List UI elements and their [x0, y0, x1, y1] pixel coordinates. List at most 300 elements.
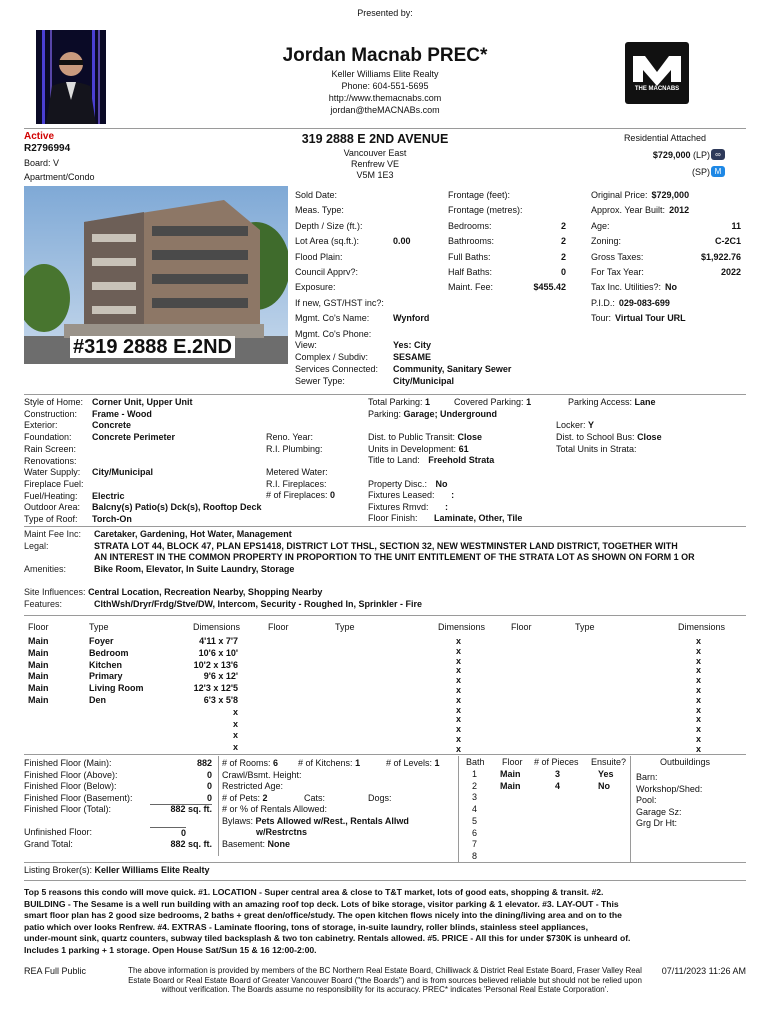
detail-label: Type of Roof: [24, 514, 78, 524]
detail-label: Foundation: [24, 432, 72, 443]
amenities [24, 564, 294, 576]
room-type: Kitchen [89, 659, 123, 670]
detail-value: 0 [560, 267, 566, 277]
divider [218, 756, 219, 856]
area: Renfrew VE [350, 159, 400, 169]
detail-label: Lot Area (sq.ft.): [295, 236, 360, 247]
title-label: Title to Land: [368, 455, 420, 465]
room-type: Foyer [89, 636, 114, 646]
detail-value: 2022 [720, 267, 741, 277]
detail-row [24, 758, 212, 770]
units-strata: Total Units in Strata: [556, 443, 637, 454]
ri-plumbing: R.I. Plumbing: [266, 443, 323, 454]
detail-row [591, 221, 741, 233]
amenities-label: Amenities: [24, 564, 67, 574]
address-details [260, 148, 490, 181]
detail-value: No [665, 282, 678, 293]
num-levels-label: # of Levels: [386, 758, 433, 768]
rooms-header-dim-3: Dimensions [678, 622, 726, 632]
detail-value: $729,000 [651, 190, 690, 200]
detail-row [448, 282, 566, 294]
brokerage-name: Keller Williams Elite Realty [331, 69, 439, 79]
detail-row [24, 420, 131, 432]
postal-code: V5M 1E3 [356, 170, 394, 180]
detail-value: Community, Sanitary Sewer [393, 364, 512, 374]
detail-value: 882 sq. ft. [170, 804, 212, 814]
locker-value: Y [588, 420, 595, 430]
room-dimensions: x [456, 734, 462, 744]
city: Vancouver East [343, 148, 407, 158]
detail-row [295, 205, 393, 217]
bath-number: 2 [472, 780, 478, 791]
detail-label: Rain Screen: [24, 443, 77, 454]
detail-label: Construction: [24, 408, 78, 419]
room-dimensions: x [456, 685, 462, 695]
detail-label: Mgmt. Co's Phone: [295, 328, 372, 339]
detail-label: Fireplace Fuel: [24, 478, 84, 489]
room-dimensions: 9'6 x 12' [203, 671, 238, 682]
detail-value: Corner Unit, Upper Unit [92, 397, 193, 407]
remarks-line: patio which over looks Renfrew. #4. EXTRAS - Laminate flooring, tons of storage, in-suite laundry, roller blinds, stainless steel appliances, [24, 921, 588, 932]
detail-value: Torch-On [92, 514, 132, 524]
legal-label: Legal: [24, 540, 49, 551]
outbuilding-item: Pool: [636, 795, 657, 805]
room-dimensions: 10'2 x 13'6 [193, 659, 238, 670]
remarks-line: under-mount sink, quartz counters, subway tiled backsplash & two ton cabinetry. Rentals allowed. #5. PRICE - All this for under $730K is unheard of. [24, 933, 631, 943]
total-parking-value: 1 [425, 397, 431, 407]
room-dimensions: x [456, 675, 462, 686]
num-pets [222, 793, 268, 805]
room-floor: Main [28, 671, 49, 682]
board: Board: V [24, 158, 60, 168]
site-influences [24, 587, 322, 599]
property-photo [24, 186, 288, 364]
detail-value: Wynford [393, 313, 430, 324]
agent-phone: Phone: 604-551-5695 [341, 81, 429, 91]
mls-number: R2796994 [24, 143, 71, 154]
detail-row [24, 804, 212, 816]
legal-line1 [24, 541, 678, 553]
detail-label: Bathrooms: [448, 236, 495, 247]
room-dimensions: x [456, 645, 462, 656]
room-dimensions: x [696, 665, 702, 676]
outbuilding-item: Workshop/Shed: [636, 783, 703, 794]
num-fireplaces-label: # of Fireplaces: [266, 490, 328, 500]
bath-ensuite: Yes [598, 769, 614, 779]
baths-header-floor: Floor [502, 757, 523, 767]
room-dimensions: x [232, 718, 238, 729]
detail-row [24, 409, 152, 421]
detail-label: Full Baths: [448, 251, 491, 262]
room-floor: Main [28, 659, 49, 670]
parking [368, 409, 497, 421]
detail-value: 029-083-699 [618, 297, 670, 308]
transit [368, 432, 482, 444]
detail-row [295, 329, 393, 341]
parking-access-value: Lane [634, 397, 656, 407]
bylaws-value-1: Pets Allowed w/Rest., Rentals Allwd [255, 815, 409, 826]
detail-value: Yes: City [393, 340, 432, 350]
amenities-value: Bike Room, Elevator, In Suite Laundry, Storage [94, 564, 295, 574]
room-dimensions: x [456, 724, 462, 735]
covered-parking [454, 397, 531, 409]
detail-row [295, 267, 393, 279]
covered-parking-value: 1 [526, 397, 532, 407]
remarks-line: Top 5 reasons this condo will move quick. #1. LOCATION - Super central area & close to T&T market, lots of good eats, shopping & transit. #2. [24, 887, 604, 897]
room-dimensions: x [696, 685, 702, 695]
total-parking [368, 397, 430, 409]
bath-pieces: 3 [555, 769, 561, 779]
features-value: ClthWsh/Dryr/Frdg/Stve/DW, Intercom, Security - Roughed In, Sprinkler - Fire [94, 598, 423, 609]
detail-label: Fuel/Heating: [24, 490, 78, 501]
bath-pieces: 4 [555, 780, 561, 791]
room-dimensions: 4'11 x 7'7 [199, 636, 238, 646]
detail-value: Virtual Tour URL [615, 313, 686, 324]
detail-value: City/Municipal [92, 467, 154, 478]
detail-label: View: [295, 340, 317, 350]
room-type: Den [89, 695, 107, 705]
title-to-land [368, 455, 494, 467]
num-levels [386, 758, 440, 770]
property-type: Apartment/Condo [24, 172, 95, 182]
detail-label: Gross Taxes: [591, 251, 644, 262]
rooms-header-type-3: Type [575, 622, 595, 632]
detail-label: Water Supply: [24, 467, 81, 478]
rooms-header-type-1: Type [89, 622, 109, 632]
detail-label: Council Apprv?: [295, 267, 359, 277]
detail-row [591, 190, 689, 202]
locker-label: Locker: [556, 420, 586, 430]
public-remarks [24, 887, 746, 956]
num-pets-value: 2 [262, 792, 268, 803]
baths-header-pieces: # of Pieces [534, 757, 579, 767]
num-pets-label: # of Pets: [222, 792, 261, 803]
fixtures-leased-value: : [451, 490, 455, 500]
room-dimensions: x [696, 645, 702, 656]
room-dimensions: x [456, 704, 462, 715]
detail-label: Approx. Year Built: [591, 205, 666, 216]
detail-row [24, 502, 262, 514]
rentals-allowed: # or % of Rentals Allowed: [222, 804, 328, 814]
detail-row [24, 467, 153, 479]
property-disc [368, 479, 448, 491]
detail-label: Finished Floor (Total): [24, 804, 112, 814]
num-levels-value: 1 [434, 758, 440, 768]
rooms-header-floor-1: Floor [28, 622, 49, 632]
room-dimensions: x [456, 714, 462, 725]
detail-value: 2012 [669, 205, 690, 216]
rooms-header-type-2: Type [335, 622, 355, 632]
num-rooms [222, 758, 278, 770]
sold-price-tag: (SP) [692, 167, 710, 177]
basement [222, 839, 290, 851]
presented-by: Presented by: [357, 8, 413, 18]
detail-row [448, 252, 566, 264]
detail-label: Zoning: [591, 236, 622, 247]
bath-number: 6 [472, 827, 478, 838]
detail-row [295, 352, 431, 364]
detail-row [295, 221, 393, 233]
detail-row [24, 479, 92, 491]
num-kitchens-value: 1 [355, 758, 361, 768]
detail-label: If new, GST/HST inc?: [295, 297, 384, 308]
detail-value: 2 [560, 220, 566, 231]
room-type: Primary [89, 671, 123, 682]
detail-label: Maint. Fee: [448, 282, 494, 293]
listing-broker-value: Keller Williams Elite Realty [94, 865, 210, 875]
room-dimensions: x [456, 636, 462, 646]
detail-label: Finished Floor (Above): [24, 769, 118, 780]
outbuilding-item: Grg Dr Ht: [636, 818, 678, 828]
features [24, 599, 422, 611]
bylaws [222, 816, 409, 828]
detail-value: 2 [560, 251, 566, 262]
maint-fee-value: Caretaker, Gardening, Hot Water, Management [94, 529, 292, 539]
bath-number: 1 [472, 769, 478, 779]
detail-label: Meas. Type: [295, 205, 344, 216]
list-price-tag: (LP) [692, 150, 710, 160]
room-floor: Main [28, 695, 49, 705]
bath-number: 7 [472, 839, 478, 850]
room-dimensions: 10'6 x 10' [198, 647, 238, 658]
room-dimensions: x [456, 655, 462, 666]
room-dimensions: x [696, 743, 702, 754]
site-label: Site Influences: [24, 587, 86, 597]
room-type: Living Room [89, 683, 144, 694]
num-fireplaces-value: 0 [330, 490, 336, 500]
fixtures-rmvd-label: Fixtures Rmvd: [368, 501, 429, 512]
disclaimer-line2: Estate Board or Real Estate Board of Greater Vancouver Board ("the Boards") and is from sources believed reliable but should not be relied upon [128, 975, 642, 985]
floor-finish-label: Floor Finish: [368, 513, 418, 523]
school-bus-value: Close [637, 432, 662, 442]
detail-value: C-2C1 [714, 236, 741, 247]
detail-value: City/Municipal [393, 376, 455, 386]
fixtures-leased [368, 490, 454, 502]
detail-value: 11 [731, 220, 741, 231]
room-dimensions: x [456, 694, 462, 705]
rooms-header-dim-2: Dimensions [438, 622, 486, 632]
detail-row [295, 313, 429, 325]
detail-row [295, 364, 511, 376]
basement-value: None [267, 839, 291, 849]
rooms-header-floor-3: Floor [511, 622, 532, 632]
detail-row [295, 252, 393, 264]
parking-label: Parking: [368, 408, 402, 419]
detail-row [24, 781, 212, 793]
detail-row [591, 205, 689, 217]
property-disc-label: Property Disc.: [368, 478, 428, 489]
detail-label: Half Baths: [448, 267, 493, 277]
bath-ensuite: No [598, 780, 610, 791]
detail-row [448, 267, 566, 279]
detail-label: Age: [591, 220, 610, 231]
detail-row [591, 267, 741, 279]
basement-label: Basement: [222, 839, 266, 849]
parking-value: Garage; Underground [403, 408, 498, 419]
detail-label: Sewer Type: [295, 376, 345, 386]
detail-row [24, 432, 175, 444]
transit-label: Dist. to Public Transit: [368, 432, 456, 442]
room-dimensions: x [696, 694, 702, 705]
baths-header-ensuite: Ensuite? [591, 757, 627, 767]
room-dimensions: x [456, 743, 462, 754]
room-floor: Main [28, 636, 49, 646]
floor-finish [368, 513, 522, 525]
detail-row [591, 313, 686, 325]
room-dimensions: x [696, 655, 702, 666]
units-dev [368, 444, 469, 456]
detail-label: Tour: [591, 313, 612, 324]
parking-access [568, 397, 656, 409]
disclaimer-line1: The above information is provided by members of the BC Northern Real Estate Board, Chilliwack & District Real Estate Board, Fraser Valley Real [128, 966, 642, 975]
outbuilding-item: Garage Sz: [636, 806, 682, 817]
room-dimensions: x [696, 724, 702, 735]
bath-number: 4 [472, 804, 478, 815]
logo-text: THE MACNABS [634, 86, 680, 92]
bath-number: 3 [472, 792, 478, 803]
room-type: Bedroom [89, 647, 129, 658]
detail-label: Sold Date: [295, 190, 338, 200]
detail-value: $455.42 [533, 282, 566, 293]
maint-fee-label: Maint Fee Inc: [24, 529, 82, 539]
divider [458, 756, 459, 862]
photo-caption: #319 2888 E.2ND [70, 336, 235, 358]
detail-row [448, 236, 566, 248]
bylaws-value-2: w/Restrctns [256, 827, 308, 837]
room-dimensions: x [696, 636, 702, 646]
detail-row [591, 282, 677, 294]
room-dimensions: x [696, 704, 702, 715]
parking-access-label: Parking Access: [568, 397, 633, 407]
unfinished-floor-value: 0 [150, 827, 186, 840]
detail-value: Concrete Perimeter [92, 432, 176, 443]
room-dimensions: x [456, 665, 462, 676]
site-value: Central Location, Recreation Nearby, Shopping Nearby [88, 587, 323, 597]
detail-row [591, 252, 741, 264]
detail-label: Style of Home: [24, 397, 84, 407]
detail-row [295, 340, 431, 352]
bath-number: 8 [472, 850, 478, 861]
footer-disclaimer [100, 966, 670, 995]
bylaws-label: Bylaws: [222, 815, 254, 826]
transit-value: Close [457, 432, 483, 442]
detail-value: Balcny(s) Patio(s) Dck(s), Rooftop Deck [92, 502, 262, 513]
listing-address: 319 2888 E 2ND AVENUE [301, 132, 449, 146]
detail-label: Complex / Subdiv: [295, 352, 369, 362]
room-dimensions: x [696, 675, 702, 686]
detail-label: Finished Floor (Main): [24, 758, 112, 768]
detail-value: 882 [196, 758, 212, 768]
bath-number: 5 [472, 815, 478, 826]
room-floor: Main [28, 647, 49, 658]
detail-label: For Tax Year: [591, 267, 644, 277]
baths-header-bath: Bath [466, 757, 485, 767]
detail-value: 0 [150, 793, 212, 806]
grand-total-value: 882 sq. ft. [170, 839, 212, 849]
detail-label: Finished Floor (Basement): [24, 792, 133, 803]
detail-row [295, 376, 454, 388]
listing-category: Residential Attached [623, 133, 706, 143]
num-kitchens-label: # of Kitchens: [298, 758, 353, 768]
detail-row [24, 444, 92, 456]
detail-row [591, 298, 670, 310]
detail-row [24, 770, 212, 782]
detail-value: SESAME [393, 352, 432, 362]
detail-label: P.I.D.: [591, 297, 615, 308]
floor-finish-value: Laminate, Other, Tile [434, 513, 523, 523]
room-dimensions: x [696, 734, 702, 744]
num-kitchens [298, 758, 360, 770]
footer-left: REA Full Public [24, 966, 87, 976]
agent-email[interactable]: jordan@theMACNABs.com [330, 105, 440, 115]
num-rooms-value: 6 [273, 758, 279, 768]
detail-value: 0 [206, 781, 212, 791]
crawl-height: Crawl/Bsmt. Height: [222, 769, 302, 780]
detail-label: Original Price: [591, 190, 648, 200]
fixtures-rmvd-value: : [445, 501, 449, 512]
detail-label: Exterior: [24, 420, 58, 431]
room-dimensions: x [232, 730, 238, 741]
remarks-line: BUILDING - The Sesame is a well run building with an amazing roof top deck. Lots of bike storage, visitor parking & 1 elevator. #3. LAY-OUT - This [24, 898, 619, 909]
detail-label: Frontage (metres): [448, 205, 523, 216]
fixtures-leased-label: Fixtures Leased: [368, 490, 435, 500]
detail-label: Finished Floor (Below): [24, 781, 117, 791]
reno-year: Reno. Year: [266, 432, 314, 442]
room-dimensions: 12'3 x 12'5 [193, 683, 238, 694]
macnabs-logo [625, 42, 689, 104]
detail-label: Outdoor Area: [24, 502, 81, 513]
ri-fireplaces: R.I. Fireplaces: [266, 478, 327, 489]
covered-parking-label: Covered Parking: [454, 397, 524, 407]
agent-website[interactable]: http://www.themacnabs.com [328, 93, 442, 103]
locker [556, 420, 594, 432]
room-floor: Main [28, 683, 49, 694]
school-bus-label: Dist. to School Bus: [556, 432, 635, 442]
detail-row [295, 236, 411, 248]
detail-value: Frame - Wood [92, 408, 152, 419]
detail-label: Mgmt. Co's Name: [295, 313, 370, 324]
detail-label: Bedrooms: [448, 220, 492, 231]
detail-row [24, 397, 193, 409]
rooms-header-dim-1: Dimensions [193, 622, 241, 632]
map-icon[interactable]: M [711, 166, 725, 177]
unfinished-floor: Unfinished Floor: [24, 827, 93, 837]
detail-row [24, 491, 125, 503]
school-bus [556, 432, 662, 444]
units-dev-value: 61 [458, 443, 469, 454]
detail-label: Renovations: [24, 455, 77, 466]
legal-line2: AN INTEREST IN THE COMMON PROPERTY IN PROPORTION TO THE UNIT ENTITLEMENT OF THE STRATA LOT AS SHOWN ON FORM 1 OR [94, 552, 695, 562]
detail-label: Services Connected: [295, 364, 379, 374]
detail-row [591, 236, 741, 248]
units-dev-label: Units in Development: [368, 443, 457, 454]
num-fireplaces [266, 490, 335, 502]
detail-row [24, 514, 132, 526]
footer-date: 07/11/2023 11:26 AM [661, 966, 746, 976]
detail-row [295, 298, 393, 310]
room-dimensions: x [232, 706, 238, 717]
status-badge: Active [24, 131, 55, 142]
restricted-age: Restricted Age: [222, 781, 284, 791]
outbuildings-title: Outbuildings [660, 757, 711, 767]
detail-row [24, 456, 92, 468]
detail-row [448, 221, 566, 233]
room-dimensions: x [696, 714, 702, 725]
detail-row [295, 282, 393, 294]
title-value: Freehold Strata [428, 455, 495, 465]
detail-value: $1,922.76 [700, 251, 741, 262]
tour-icon[interactable]: ∞ [711, 149, 725, 160]
